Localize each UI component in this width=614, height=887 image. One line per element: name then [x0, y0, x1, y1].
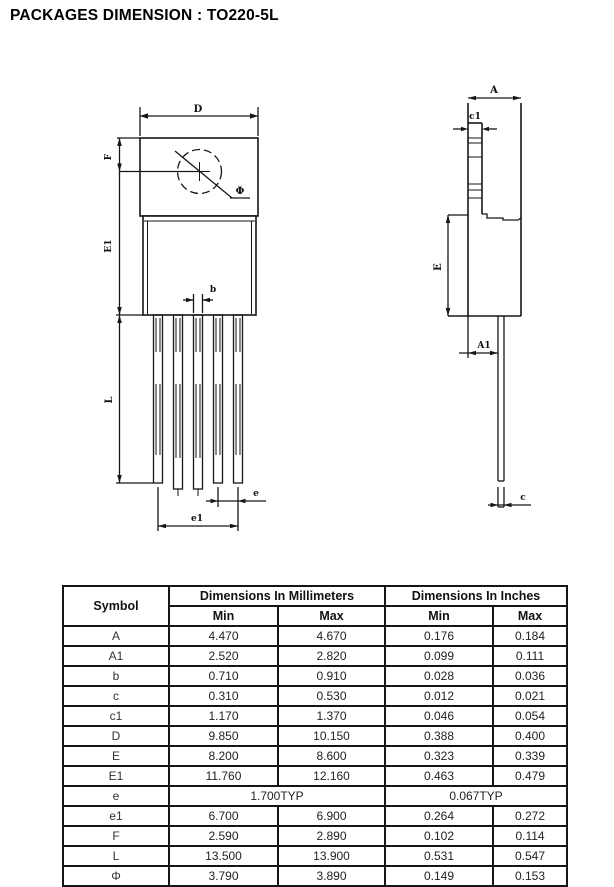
mm-min-cell: 4.470 [169, 626, 278, 646]
in-typ-cell: 0.067TYP [385, 786, 567, 806]
symbol-cell: A1 [63, 646, 169, 666]
page-title: PACKAGES DIMENSION : TO220-5L [10, 7, 279, 24]
in-min-cell: 0.102 [385, 826, 493, 846]
table-row [63, 626, 567, 646]
in-min-cell: 0.323 [385, 746, 493, 766]
dim-label-c1: c1 [469, 112, 481, 122]
front-view [104, 104, 266, 531]
mm-min-cell: 11.760 [169, 766, 278, 786]
table-row [63, 706, 567, 726]
in-max-cell: 0.184 [493, 626, 567, 646]
dim-label-e1: e1 [191, 514, 203, 524]
symbol-cell: Φ [63, 866, 169, 886]
front-leads [154, 315, 243, 496]
in-max-cell: 0.339 [493, 746, 567, 766]
in-max-cell: 0.400 [493, 726, 567, 746]
mm-min-cell: 9.850 [169, 726, 278, 746]
in-max-cell: 0.114 [493, 826, 567, 846]
table-row [63, 826, 567, 846]
symbol-cell: F [63, 826, 169, 846]
inch-group-header: Dimensions In Inches [385, 586, 567, 606]
table-row [63, 726, 567, 746]
mm-max-cell: 2.820 [278, 646, 385, 666]
table-header-row [63, 586, 567, 606]
symbol-cell: D [63, 726, 169, 746]
in-max-cell: 0.547 [493, 846, 567, 866]
in-min-cell: 0.388 [385, 726, 493, 746]
table-row [63, 666, 567, 686]
dim-label-F: F [104, 153, 114, 161]
dim-label-E: E [433, 263, 444, 271]
mm-max-cell: 1.370 [278, 706, 385, 726]
in-max-cell: 0.479 [493, 766, 567, 786]
in-min-cell: 0.028 [385, 666, 493, 686]
symbol-cell: b [63, 666, 169, 686]
table-row [63, 806, 567, 826]
in-min-cell: 0.463 [385, 766, 493, 786]
mm-max-cell: 12.160 [278, 766, 385, 786]
mm-min-header: Min [169, 606, 278, 626]
mm-min-cell: 0.710 [169, 666, 278, 686]
mm-min-cell: 3.790 [169, 866, 278, 886]
in-min-cell: 0.176 [385, 626, 493, 646]
dim-label-b: b [209, 285, 217, 295]
mm-max-cell: 8.600 [278, 746, 385, 766]
mm-group-header: Dimensions In Millimeters [169, 586, 385, 606]
in-max-cell: 0.036 [493, 666, 567, 686]
side-view [433, 85, 531, 507]
dimensions-table [62, 585, 568, 887]
symbol-cell: c1 [63, 706, 169, 726]
symbol-cell: E1 [63, 766, 169, 786]
in-max-cell: 0.054 [493, 706, 567, 726]
table-row [63, 746, 567, 766]
symbol-header: Symbol [63, 586, 169, 626]
table-row [63, 766, 567, 786]
mm-max-cell: 2.890 [278, 826, 385, 846]
mm-max-cell: 6.900 [278, 806, 385, 826]
table-row [63, 646, 567, 666]
mm-min-cell: 1.170 [169, 706, 278, 726]
table-row [63, 786, 567, 806]
mm-min-cell: 8.200 [169, 746, 278, 766]
symbol-cell: L [63, 846, 169, 866]
mm-typ-cell: 1.700TYP [169, 786, 385, 806]
symbol-cell: e1 [63, 806, 169, 826]
in-min-cell: 0.046 [385, 706, 493, 726]
symbol-cell: E [63, 746, 169, 766]
mm-max-cell: 0.530 [278, 686, 385, 706]
in-min-cell: 0.099 [385, 646, 493, 666]
dim-label-A1: A1 [477, 341, 491, 351]
dim-label-D: D [193, 104, 203, 115]
dim-label-E1: E1 [104, 239, 114, 253]
table-row [63, 866, 567, 886]
side-lead [498, 316, 504, 507]
in-min-cell: 0.149 [385, 866, 493, 886]
in-max-cell: 0.111 [493, 646, 567, 666]
mm-min-cell: 2.590 [169, 826, 278, 846]
mm-min-cell: 13.500 [169, 846, 278, 866]
dim-label-c: c [520, 493, 526, 503]
symbol-cell: c [63, 686, 169, 706]
symbol-cell: e [63, 786, 169, 806]
dim-label-e: e [253, 489, 259, 499]
inch-min-header: Min [385, 606, 493, 626]
mm-max-cell: 10.150 [278, 726, 385, 746]
table-row [63, 686, 567, 706]
in-max-cell: 0.153 [493, 866, 567, 886]
in-min-cell: 0.012 [385, 686, 493, 706]
mm-min-cell: 0.310 [169, 686, 278, 706]
mm-max-header: Max [278, 606, 385, 626]
mm-max-cell: 3.890 [278, 866, 385, 886]
mm-max-cell: 13.900 [278, 846, 385, 866]
inch-max-header: Max [493, 606, 567, 626]
in-max-cell: 0.021 [493, 686, 567, 706]
mm-max-cell: 4.670 [278, 626, 385, 646]
table-row [63, 846, 567, 866]
symbol-cell: A [63, 626, 169, 646]
dim-label-L: L [104, 396, 115, 404]
mm-min-cell: 2.520 [169, 646, 278, 666]
dim-label-A: A [490, 85, 498, 96]
dim-label-phi: Φ [235, 186, 245, 197]
mm-min-cell: 6.700 [169, 806, 278, 826]
mm-max-cell: 0.910 [278, 666, 385, 686]
in-max-cell: 0.272 [493, 806, 567, 826]
in-min-cell: 0.264 [385, 806, 493, 826]
in-min-cell: 0.531 [385, 846, 493, 866]
